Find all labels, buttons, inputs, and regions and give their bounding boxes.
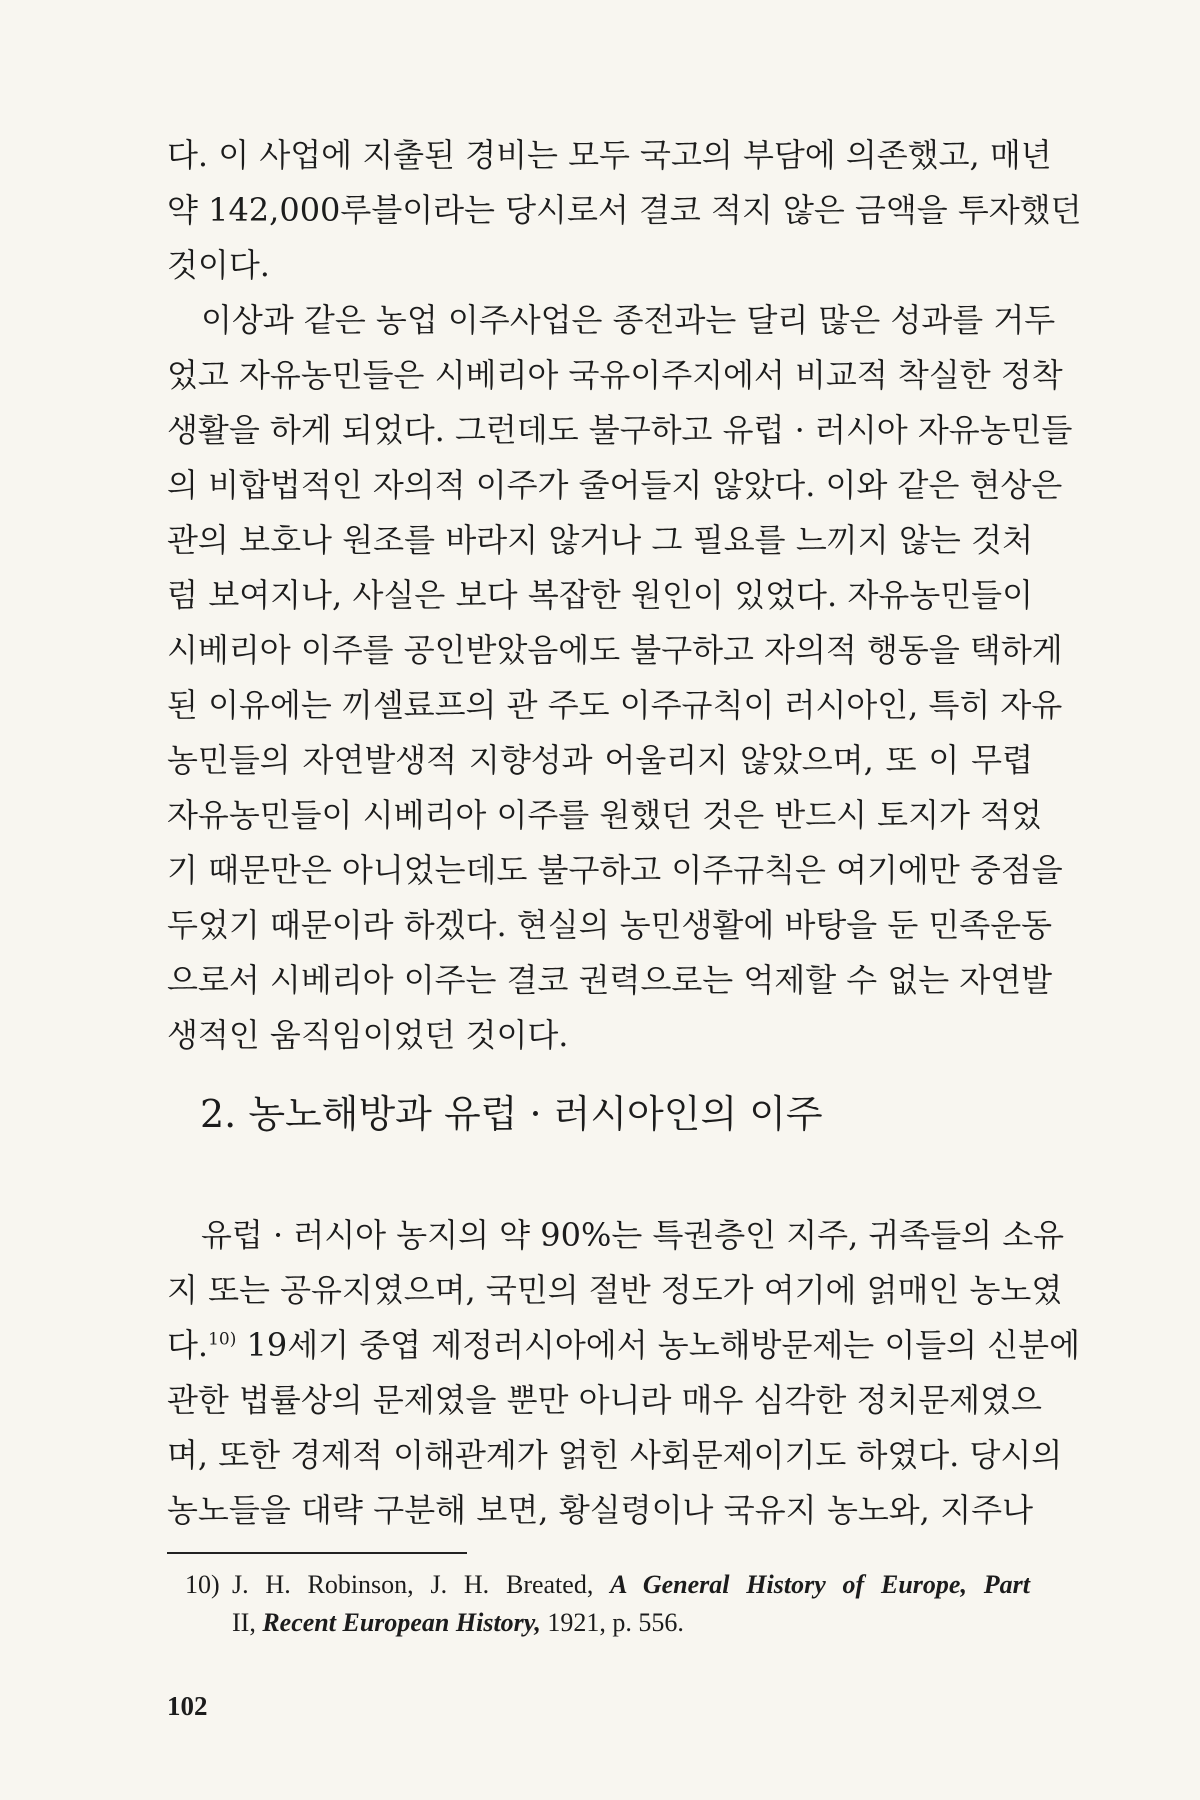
body-text-fragment: 다. bbox=[167, 1326, 209, 1364]
body-text-line: 으로서 시베리아 이주는 결코 권력으로는 억제할 수 없는 자연발 bbox=[167, 961, 1053, 999]
body-text-line: 관한 법률상의 문제였을 뿐만 아니라 매우 심각한 정치문제였으 bbox=[167, 1381, 1042, 1419]
footnote-separator bbox=[167, 1552, 467, 1554]
footnote-subtitle: Recent European History, bbox=[262, 1608, 541, 1637]
body-text-line: 생활을 하게 되었다. 그런데도 불구하고 유럽 · 러시아 자유농민들 bbox=[167, 411, 1073, 449]
footnote-authors: J. H. Robinson, J. H. Breated, bbox=[232, 1570, 611, 1599]
body-text-line: 유럽 · 러시아 농지의 약 90%는 특권층인 지주, 귀족들의 소유 bbox=[201, 1216, 1065, 1254]
body-text-line: 약 142,000루블이라는 당시로서 결코 적지 않은 금액을 투자했던 bbox=[167, 191, 1082, 229]
body-text-line: 자유농민들이 시베리아 이주를 원했던 것은 반드시 토지가 적었 bbox=[167, 796, 1042, 834]
footnote-reference[interactable]: 10) bbox=[208, 1329, 237, 1350]
body-text-line: 농민들의 자연발생적 지향성과 어울리지 않았으며, 또 이 무렵 bbox=[167, 741, 1033, 779]
body-text-line: 기 때문만은 아니었는데도 불구하고 이주규칙은 여기에만 중점을 bbox=[167, 851, 1063, 889]
body-text-line: 시베리아 이주를 공인받았음에도 불구하고 자의적 행동을 택하게 bbox=[167, 631, 1063, 669]
section-heading: 2. 농노해방과 유럽 · 러시아인의 이주 bbox=[200, 1092, 823, 1136]
footnote-title: A General History of Europe, Part bbox=[610, 1570, 1030, 1599]
body-text-fragment: 19세기 중엽 제정러시아에서 농노해방문제는 이들의 신분에 bbox=[236, 1326, 1080, 1364]
body-text-line: 두었기 때문이라 하겠다. 현실의 농민생활에 바탕을 둔 민족운동 bbox=[167, 906, 1053, 944]
body-text-line: 럼 보여지나, 사실은 보다 복잡한 원인이 있었다. 자유농민들이 bbox=[167, 576, 1033, 614]
footnote-line bbox=[232, 1606, 684, 1640]
body-text-line: 것이다. bbox=[167, 246, 270, 284]
body-text-line: 다. 이 사업에 지출된 경비는 모두 국고의 부담에 의존했고, 매년 bbox=[167, 136, 1052, 174]
footnote-line bbox=[232, 1568, 1030, 1602]
body-text-line: 의 비합법적인 자의적 이주가 줄어들지 않았다. 이와 같은 현상은 bbox=[167, 466, 1063, 504]
page-number: 102 bbox=[167, 1691, 208, 1721]
body-text-line: 며, 또한 경제적 이해관계가 얽힌 사회문제이기도 하였다. 당시의 bbox=[167, 1436, 1063, 1474]
body-text-line: 생적인 움직임이었던 것이다. bbox=[167, 1016, 569, 1054]
body-text-line: 이상과 같은 농업 이주사업은 종전과는 달리 많은 성과를 거두 bbox=[201, 301, 1056, 339]
body-text-line: 된 이유에는 끼셀료프의 관 주도 이주규칙이 러시아인, 특히 자유 bbox=[167, 686, 1063, 724]
footnote-part: II, bbox=[232, 1608, 263, 1637]
body-text-line: 농노들을 대략 구분해 보면, 황실령이나 국유지 농노와, 지주나 bbox=[167, 1491, 1033, 1529]
body-text-line: 지 또는 공유지였으며, 국민의 절반 정도가 여기에 얽매인 농노였 bbox=[167, 1271, 1063, 1309]
body-text-line: 었고 자유농민들은 시베리아 국유이주지에서 비교적 착실한 정착 bbox=[167, 356, 1063, 394]
footnote-details: 1921, p. 556. bbox=[540, 1608, 684, 1637]
body-text-line: 관의 보호나 원조를 바라지 않거나 그 필요를 느끼지 않는 것처 bbox=[167, 521, 1033, 559]
footnote-number: 10) bbox=[185, 1570, 220, 1599]
body-text-line bbox=[167, 1325, 1080, 1365]
